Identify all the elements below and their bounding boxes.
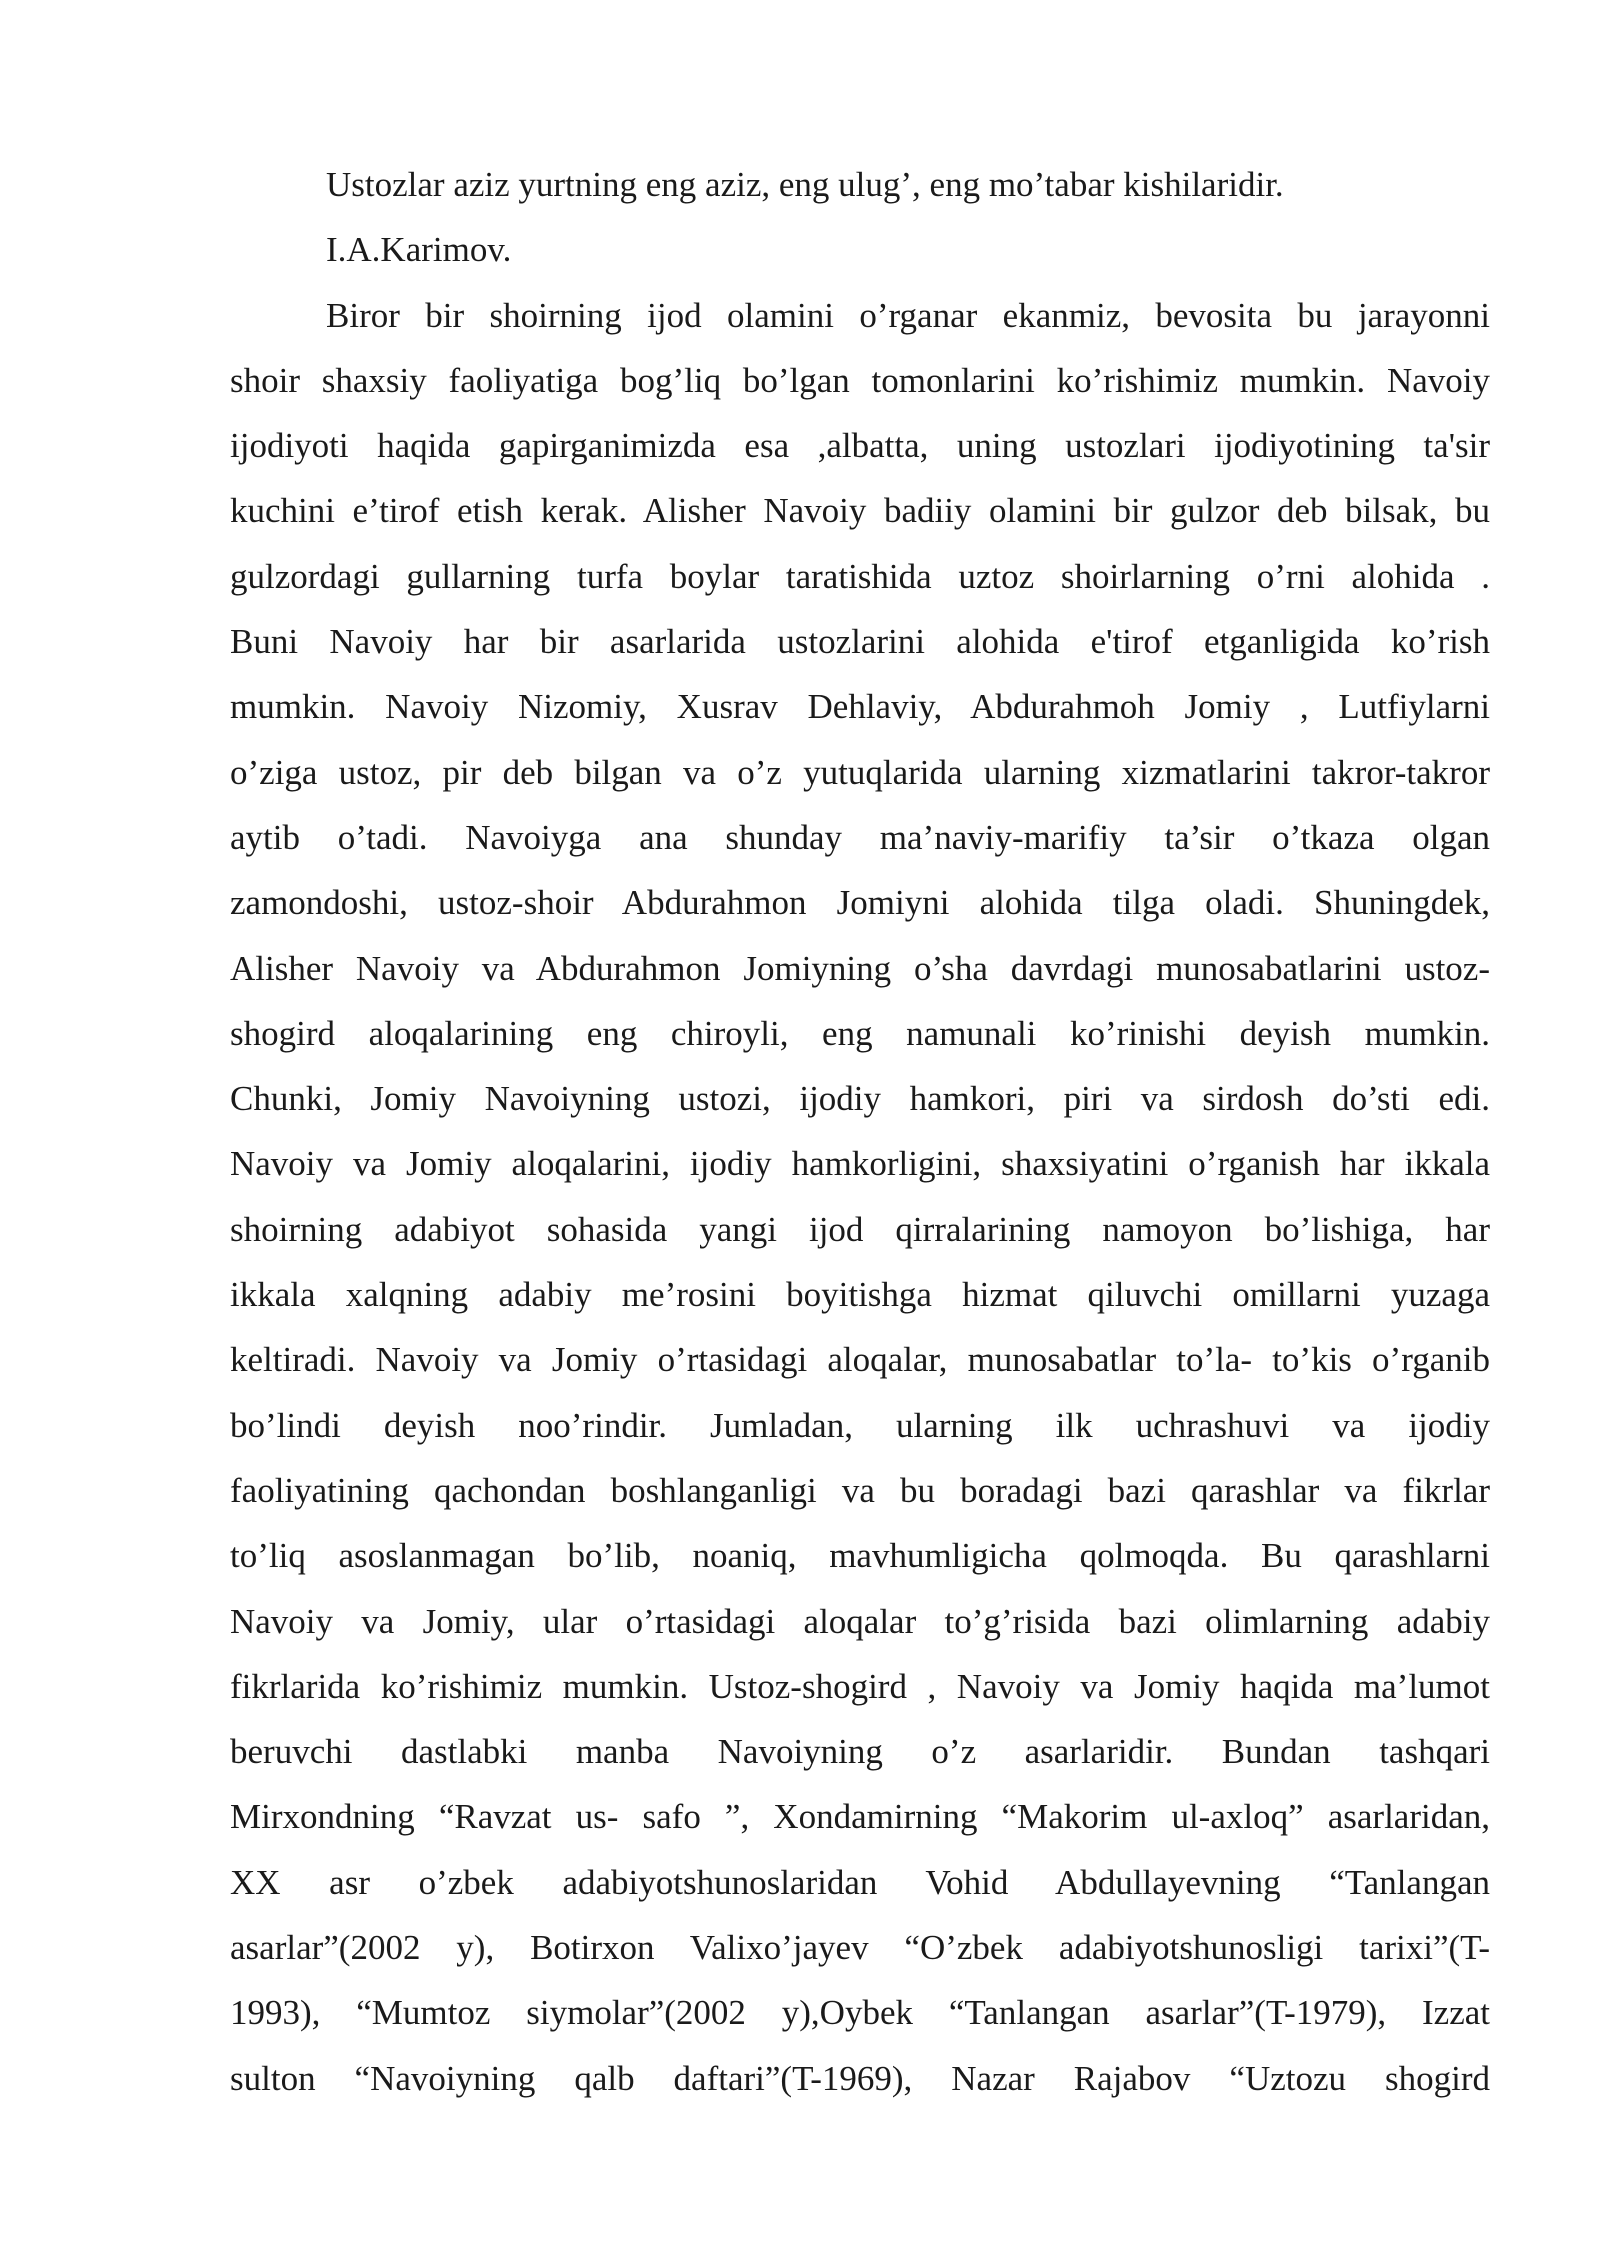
body-line: Mirxondning “Ravzat us- safo ”, Xondamirning “Makorim ul-axloq” asarlaridan, [230,1797,1490,1837]
body-line: kuchini e’tirof etish kerak. Alisher Navoiy badiiy olamini bir gulzor deb bilsak, bu [230,491,1490,531]
body-line: Navoiy va Jomiy aloqalarini, ijodiy hamkorligini, shaxsiyatini o’rganish har ikkala [230,1144,1490,1184]
body-line: beruvchi dastlabki manba Navoiyning o’z asarlaridir. Bundan tashqari [230,1732,1490,1772]
document-text [230,152,1490,2111]
body-line: mumkin. Navoiy Nizomiy, Xusrav Dehlaviy, Abdurahmoh Jomiy , Lutfiylarni [230,687,1490,727]
body-line: keltiradi. Navoiy va Jomiy o’rtasidagi aloqalar, munosabatlar to’la- to’kis o’rganib [230,1340,1490,1380]
body-line: asarlar”(2002 y), Botirxon Valixo’jayev “O’zbek adabiyotshunosligi tarixi”(T- [230,1928,1490,1968]
epigraph: Ustozlar aziz yurtning eng aziz, eng ulug’, eng mo’tabar kishilaridir. [326,165,1284,204]
body-line: gulzordagi gullarning turfa boylar taratishida uztoz shoirlarning o’rni alohida . [230,556,1490,596]
epigraph-author: I.A.Karimov. [326,230,512,270]
body-line: shoir shaxsiy faoliyatiga bog’liq bo’lgan tomonlarini ko’rishimiz mumkin. Navoiy [230,360,1490,400]
body-line: zamondoshi, ustoz-shoir Abdurahmon Jomiyni alohida tilga oladi. Shuningdek, [230,883,1490,923]
body-line: XX asr o’zbek adabiyotshunoslaridan Vohid Abdullayevning “Tanlangan [230,1862,1490,1902]
body-line: sulton “Navoiyning qalb daftari”(T-1969), Nazar Rajabov “Uztozu shogird [230,2058,1490,2098]
body-line: Buni Navoiy har bir asarlarida ustozlarini alohida e'tirof etganligida ko’rish [230,622,1490,662]
body-line: Chunki, Jomiy Navoiyning ustozi, ijodiy hamkori, piri va sirdosh do’sti edi. [230,1079,1490,1119]
body-line: 1993), “Mumtoz siymolar”(2002 y),Oybek “Tanlangan asarlar”(T-1979), Izzat [230,1993,1490,2033]
body-line: aytib o’tadi. Navoiyga ana shunday ma’naviy-marifiy ta’sir o’tkaza olgan [230,817,1490,857]
body-line: Alisher Navoiy va Abdurahmon Jomiyning o’sha davrdagi munosabatlarini ustoz- [230,948,1490,988]
body-line: fikrlarida ko’rishimiz mumkin. Ustoz-shogird , Navoiy va Jomiy haqida ma’lumot [230,1666,1490,1706]
body-line: Biror bir shoirning ijod olamini o’rganar ekanmiz, bevosita bu jarayonni [326,295,1490,335]
body-line: shoirning adabiyot sohasida yangi ijod qirralarining namoyon bo’lishiga, har [230,1209,1490,1249]
body-line: to’liq asoslanmagan bo’lib, noaniq, mavhumligicha qolmoqda. Bu qarashlarni [230,1536,1490,1576]
body-paragraph [230,283,1490,2111]
body-line: faoliyatining qachondan boshlanganligi va bu boradagi bazi qarashlar va fikrlar [230,1470,1490,1510]
body-line: bo’lindi deyish noo’rindir. Jumladan, ularning ilk uchrashuvi va ijodiy [230,1405,1490,1445]
body-line: ijodiyoti haqida gapirganimizda esa ,albatta, uning ustozlari ijodiyotining ta'sir [230,426,1490,466]
body-line: ikkala xalqning adabiy me’rosini boyitishga hizmat qiluvchi omillarni yuzaga [230,1275,1490,1315]
body-line: Navoiy va Jomiy, ular o’rtasidagi aloqalar to’g’risida bazi olimlarning adabiy [230,1601,1490,1641]
body-line: shogird aloqalarining eng chiroyli, eng namunali ko’rinishi deyish mumkin. [230,1013,1490,1053]
body-line: o’ziga ustoz, pir deb bilgan va o’z yutuqlarida ularning xizmatlarini takror-takror [230,752,1490,792]
